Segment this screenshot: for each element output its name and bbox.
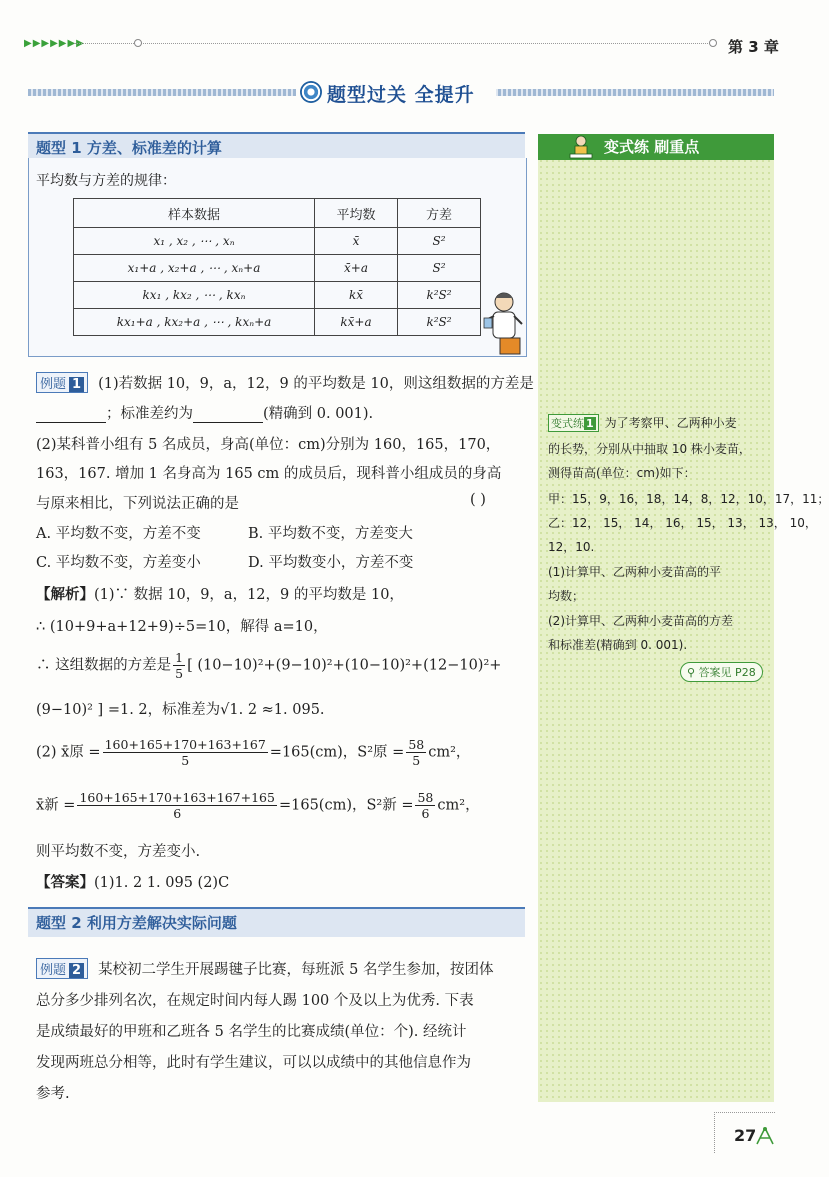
compass-icon [754, 1126, 776, 1146]
table-row [74, 255, 481, 282]
table-cell: kx̄+a [315, 309, 398, 336]
example-1-blanks-line [36, 402, 373, 423]
table-row [74, 228, 481, 255]
fraction-denominator: 6 [173, 806, 182, 821]
table-row [74, 282, 481, 309]
practice-line: 和标准差(精确到 0. 001). [548, 638, 688, 652]
table-cell: kx₁+a , kx₂+a , ⋯ , kxₙ+a [74, 309, 315, 336]
analysis-text: (1)∵ 数据 10，9，a，12，9 的平均数是 10， [94, 587, 404, 603]
fraction-numerator: 160+165+170+163+167 [104, 737, 266, 752]
practice-line [548, 414, 737, 432]
answer-paren: ( ) [470, 492, 486, 508]
answer-blank [36, 408, 106, 423]
rules-table [73, 198, 481, 336]
answer-reference-label: 答案见 P28 [698, 666, 756, 679]
example-tag-label: 例题 [40, 377, 67, 392]
option-d: D. 平均数变小，方差不变 [248, 555, 414, 571]
banner-title: 题型过关 全提升 [327, 84, 475, 106]
header-rule-dot [134, 39, 142, 47]
fraction [77, 790, 277, 821]
fraction-denominator: 6 [421, 806, 430, 821]
example-1-q1-text: (1)若数据 10，9，a，12，9 的平均数是 10，则这组数据的方差是 [98, 376, 534, 392]
analysis-text: ∴ 这组数据的方差是 [36, 657, 172, 674]
example-tag [36, 958, 88, 979]
practice-text: 为了考察甲、乙两种小麦 [604, 416, 737, 430]
table-header: 样本数据 [74, 199, 315, 228]
analysis-text: (2) x̄原 = [36, 744, 101, 761]
target-icon [300, 81, 322, 103]
example-1-question-line [36, 372, 534, 393]
analysis-line [36, 583, 404, 604]
table-row [74, 309, 481, 336]
practice-tag-label: 变式练 [551, 417, 584, 430]
example-1-q1-text-c: (精确到 0. 001). [263, 406, 374, 422]
analysis-variance-line [36, 650, 501, 681]
answer-text: (1)1. 2 1. 095 (2)C [94, 875, 230, 891]
example-2-line [36, 958, 494, 979]
table-cell: S² [398, 228, 481, 255]
answer-blank [193, 408, 263, 423]
header-rule-dot [709, 39, 717, 47]
example-2-line: 是成绩最好的甲班和乙班各 5 名学生的比赛成绩(单位：个). 经统计 [36, 1024, 467, 1040]
practice-line: 甲：15，9，16，18，14，8，12，10，17，11； [548, 492, 829, 506]
practice-tag-number: 1 [586, 417, 594, 430]
student-icon [566, 134, 596, 160]
table-header: 方差 [398, 199, 481, 228]
example-2-line: 发现两班总分相等，此时有学生建议，可以以成绩中的其他信息作为 [36, 1055, 471, 1071]
table-cell: S² [398, 255, 481, 282]
example-2-line: 总分多少排列名次，在规定时间内每人踢 100 个及以上为优秀. 下表 [36, 993, 474, 1009]
analysis-text: cm²， [428, 744, 471, 761]
fraction-numerator: 1 [175, 650, 184, 665]
analysis-line: 则平均数不变，方差变小. [36, 844, 201, 860]
fraction [415, 790, 435, 821]
answer-reference-badge[interactable] [680, 662, 763, 682]
answer-label: 【答案】 [36, 875, 94, 891]
example-tag [36, 372, 88, 393]
example-tag-number: 1 [69, 377, 84, 392]
fraction-denominator: 5 [412, 753, 421, 768]
practice-line: 测得苗高(单位：cm)如下： [548, 466, 696, 480]
mean-new-line [36, 790, 480, 821]
table-cell: x₁ , x₂ , ⋯ , xₙ [74, 228, 315, 255]
practice-line: (1)计算甲、乙两种小麦苗高的平 [548, 565, 721, 579]
option-b: B. 平均数不变，方差变大 [248, 526, 413, 542]
table-cell: k²S² [398, 309, 481, 336]
section-2-header [28, 907, 525, 937]
page-number: 27 [734, 1126, 757, 1145]
analysis-label: 【解析】 [36, 587, 94, 603]
analysis-text: [ (10−10)²+(9−10)²+(10−10)²+(12−10)²+ [187, 657, 502, 674]
fraction-numerator: 58 [417, 790, 434, 805]
table-cell: k²S² [398, 282, 481, 309]
fraction-numerator: 58 [408, 737, 425, 752]
analysis-text: =165(cm)，S²新 = [278, 797, 414, 814]
table-cell: x̄ [315, 228, 398, 255]
table-cell: kx₁ , kx₂ , ⋯ , kxₙ [74, 282, 315, 309]
practice-line: 乙：12， 15， 14， 16， 15， 13， 13， 10， [548, 516, 817, 530]
table-cell: x̄+a [315, 255, 398, 282]
rules-title: 平均数与方差的规律： [36, 173, 176, 189]
table-header: 平均数 [315, 199, 398, 228]
fraction [173, 650, 185, 681]
example-1-q2-line: 163，167. 增加 1 名身高为 165 cm 的成员后，现科普小组成员的身高 [36, 466, 502, 482]
example-1-q1-text-b: ；标准差约为 [106, 406, 193, 422]
fraction [406, 737, 426, 768]
example-2-line: 参考. [36, 1086, 70, 1102]
fraction-denominator: 5 [181, 753, 190, 768]
practice-line: 的长势，分别从中抽取 10 株小麦苗， [548, 442, 751, 456]
example-tag-number: 2 [69, 963, 84, 978]
example-1-q2-line: (2)某科普小组有 5 名成员，身高(单位：cm)分别为 160，165，170， [36, 437, 501, 453]
option-a: A. 平均数不变，方差不变 [36, 526, 201, 542]
table-cell: x₁+a , x₂+a , ⋯ , xₙ+a [74, 255, 315, 282]
scientist-illustration-icon [476, 290, 524, 356]
mean-original-line [36, 737, 470, 768]
option-c: C. 平均数不变，方差变小 [36, 555, 201, 571]
analysis-text: =165(cm)，S²原 = [269, 744, 405, 761]
pin-icon: ⚲ [687, 666, 696, 679]
answer-line [36, 871, 229, 892]
section-1-title: 题型 1 方差、标准差的计算 [36, 139, 222, 157]
practice-line: 12，10. [548, 540, 595, 554]
example-tag-label: 例题 [40, 963, 67, 978]
example-2-text: 某校初二学生开展踢毽子比赛，每班派 5 名学生参加，按团体 [98, 962, 494, 978]
analysis-text: x̄新 = [36, 797, 76, 814]
analysis-line: (9−10)² ] =1. 2，标准差为√1. 2 ≈1. 095. [36, 702, 325, 718]
practice-line: (2)计算甲、乙两种小麦苗高的方差 [548, 614, 733, 628]
example-1-q2-line: 与原来相比，下列说法正确的是 [36, 496, 239, 512]
analysis-line: ∴ (10+9+a+12+9)÷5=10，解得 a=10， [36, 619, 328, 635]
header-rule [74, 43, 714, 44]
practice-line: 均数； [548, 589, 585, 603]
table-header-row [74, 199, 481, 228]
chapter-label: 第 3 章 [728, 38, 779, 56]
fraction-denominator: 5 [175, 666, 184, 681]
table-cell: kx̄ [315, 282, 398, 309]
practice-tag [548, 414, 599, 432]
section-2-title: 题型 2 利用方差解决实际问题 [36, 914, 237, 932]
practice-sidebar-title: 变式练 刷重点 [604, 138, 700, 156]
analysis-text: cm²， [437, 797, 480, 814]
fraction-numerator: 160+165+170+163+167+165 [79, 790, 275, 805]
fraction [103, 737, 268, 768]
header-arrow-dots: ▶▶▶▶▶▶▶ [24, 38, 85, 49]
